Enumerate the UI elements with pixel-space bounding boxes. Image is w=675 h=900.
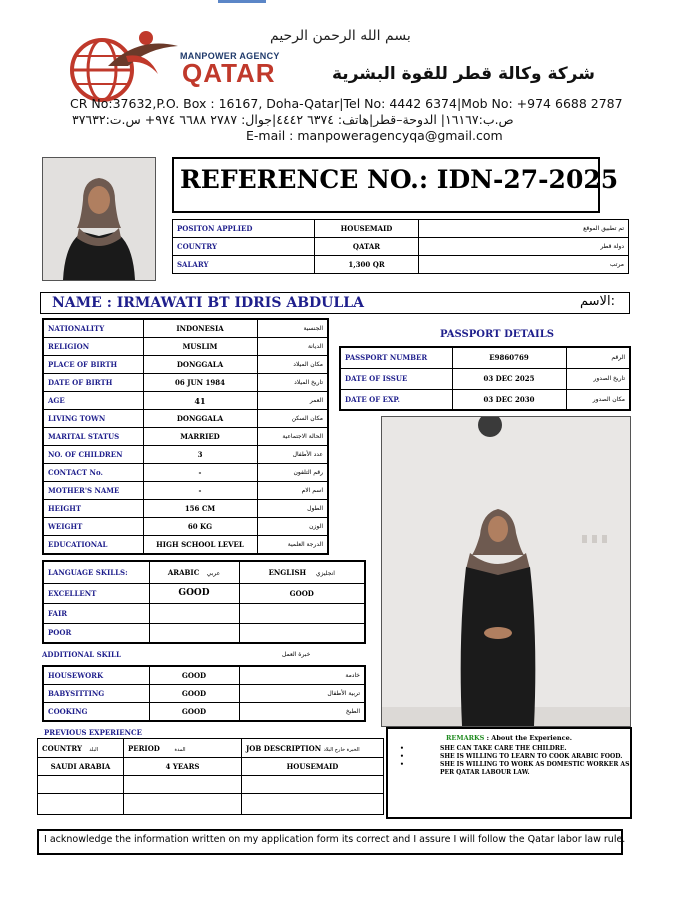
personal-value: MUSLIM bbox=[143, 338, 257, 356]
cooking-arabic: الطبخ bbox=[239, 703, 365, 722]
remarks-box bbox=[386, 727, 632, 819]
housework-value: GOOD bbox=[149, 666, 239, 685]
salary-arabic: مرتب bbox=[419, 256, 629, 274]
country-value: QATAR bbox=[315, 238, 419, 256]
personal-label: MOTHER'S NAME bbox=[43, 482, 143, 500]
personal-label: PLACE OF BIRTH bbox=[43, 356, 143, 374]
top-accent-line bbox=[218, 0, 266, 3]
table-row bbox=[43, 338, 328, 356]
arabic-poor-value bbox=[149, 623, 239, 643]
contact-arabic: ص.ب:١٦١٦٧| الدوحة–قطر|هاتف: ٦٣٧٤ ٤٤٤٢|جوال: ٢٧٨٧ ٦٦٨٨ ٩٧٤+ س.ت:٣٧٦٣٢ bbox=[72, 112, 514, 127]
table-row bbox=[173, 220, 629, 238]
experience-job bbox=[242, 776, 384, 794]
personal-arabic: الحالة الاجتماعية bbox=[257, 428, 328, 446]
applicant-name: NAME : IRMAWATI BT IDRIS ABDULLA bbox=[52, 295, 364, 311]
table-row bbox=[43, 428, 328, 446]
experience-job bbox=[242, 794, 384, 815]
table-row bbox=[340, 347, 630, 368]
table-row bbox=[43, 518, 328, 536]
housework-label: HOUSEWORK bbox=[43, 666, 149, 685]
personal-value: INDONESIA bbox=[143, 319, 257, 338]
previous-experience-title: PREVIOUS EXPERIENCE bbox=[44, 728, 142, 737]
personal-value: 41 bbox=[143, 392, 257, 410]
table-row bbox=[38, 794, 384, 815]
personal-label: WEIGHT bbox=[43, 518, 143, 536]
position-arabic: تم تطبيق الموقع bbox=[419, 220, 629, 238]
issue-date-value: 03 DEC 2025 bbox=[452, 368, 566, 389]
personal-label: AGE bbox=[43, 392, 143, 410]
table-row bbox=[43, 536, 328, 555]
period-column-header bbox=[124, 739, 242, 758]
experience-period bbox=[124, 776, 242, 794]
passport-number-value: E9860769 bbox=[452, 347, 566, 368]
remarks-item-text: SHE IS WILLING TO WORK AS DOMESTIC WORKER AS PER QATAR LABOUR LAW. bbox=[440, 761, 630, 776]
fair-label: FAIR bbox=[43, 603, 149, 623]
babysitting-label: BABYSITTING bbox=[43, 685, 149, 703]
table-row bbox=[43, 482, 328, 500]
applicant-full-photo bbox=[381, 416, 631, 727]
personal-label: NATIONALITY bbox=[43, 319, 143, 338]
experience-country: SAUDI ARABIA bbox=[38, 758, 124, 776]
list-item: • SHE IS WILLING TO LEARN TO COOK ARABIC FOOD. bbox=[400, 753, 623, 760]
personal-arabic: تاريخ الميلاد bbox=[257, 374, 328, 392]
country-header-ar: البلد bbox=[89, 746, 98, 753]
poor-label: POOR bbox=[43, 623, 149, 643]
personal-value: DONGGALA bbox=[143, 410, 257, 428]
english-column-header bbox=[239, 561, 365, 583]
position-value: HOUSEMAID bbox=[315, 220, 419, 238]
country-header-en: COUNTRY bbox=[42, 743, 82, 753]
contact-email: E-mail : manpoweragencyqa@gmail.com bbox=[246, 128, 503, 143]
salary-label: SALARY bbox=[173, 256, 315, 274]
position-table bbox=[172, 219, 629, 274]
table-row bbox=[173, 238, 629, 256]
table-row bbox=[43, 374, 328, 392]
applicant-headshot bbox=[42, 157, 156, 281]
table-row bbox=[38, 758, 384, 776]
table-row bbox=[38, 776, 384, 794]
english-fair-value bbox=[239, 603, 365, 623]
job-header-ar: الخبرة خارج البلاد bbox=[323, 746, 360, 753]
table-row bbox=[43, 356, 328, 374]
remarks-subtitle: : About the Experience. bbox=[486, 734, 572, 742]
english-poor-value bbox=[239, 623, 365, 643]
personal-label: HEIGHT bbox=[43, 500, 143, 518]
period-header-en: PERIOD bbox=[128, 743, 160, 753]
table-row bbox=[43, 500, 328, 518]
position-label: POSITON APPLIED bbox=[173, 220, 315, 238]
remarks-header bbox=[388, 734, 630, 742]
reference-number: REFERENCE NO.: IDN-27-2025 bbox=[180, 165, 619, 194]
table-row bbox=[43, 685, 365, 703]
table-row bbox=[173, 256, 629, 274]
personal-value: 156 CM bbox=[143, 500, 257, 518]
salary-value: 1,300 QR bbox=[315, 256, 419, 274]
personal-label: MARITAL STATUS bbox=[43, 428, 143, 446]
table-row bbox=[43, 703, 365, 722]
experience-country bbox=[38, 794, 124, 815]
remarks-item-text: SHE IS WILLING TO LEARN TO COOK ARABIC FOOD. bbox=[440, 753, 623, 760]
personal-label: LIVING TOWN bbox=[43, 410, 143, 428]
arabic-header-ar: عربي bbox=[206, 569, 221, 577]
excellent-label: EXCELLENT bbox=[43, 583, 149, 603]
personal-arabic: عدد الأطفال bbox=[257, 446, 328, 464]
personal-value: HIGH SCHOOL LEVEL bbox=[143, 536, 257, 555]
housework-arabic: خادمة bbox=[239, 666, 365, 685]
language-skills-table bbox=[42, 560, 366, 644]
personal-arabic: الجنسية bbox=[257, 319, 328, 338]
experience-country bbox=[38, 776, 124, 794]
table-row bbox=[38, 739, 384, 758]
expiry-date-arabic: مكان الصدور bbox=[566, 389, 630, 410]
experience-table bbox=[37, 738, 384, 815]
arabic-fair-value bbox=[149, 603, 239, 623]
list-item: • SHE CAN TAKE CARE THE CHILDRE. bbox=[400, 745, 567, 752]
english-excellent-value: GOOD bbox=[239, 583, 365, 603]
experience-period bbox=[124, 794, 242, 815]
header-calligraphy: بسم الله الرحمن الرحيم bbox=[270, 28, 411, 44]
cooking-label: COOKING bbox=[43, 703, 149, 722]
personal-label: NO. OF CHILDREN bbox=[43, 446, 143, 464]
personal-arabic: مكان السكن bbox=[257, 410, 328, 428]
personal-label: RELIGION bbox=[43, 338, 143, 356]
table-row bbox=[43, 603, 365, 623]
passport-title: PASSPORT DETAILS bbox=[440, 329, 554, 340]
language-skills-label: LANGUAGE SKILLS: bbox=[43, 561, 149, 583]
country-label: COUNTRY bbox=[173, 238, 315, 256]
expiry-date-value: 03 DEC 2030 bbox=[452, 389, 566, 410]
arabic-column-header bbox=[149, 561, 239, 583]
table-row bbox=[340, 389, 630, 410]
table-row bbox=[43, 623, 365, 643]
company-name-arabic: شركة وكالة قطر للقوة البشرية bbox=[332, 64, 595, 84]
personal-arabic: الديانة bbox=[257, 338, 328, 356]
country-arabic: دولة قطر bbox=[419, 238, 629, 256]
additional-skill-title-arabic: خبرة العمل bbox=[282, 651, 311, 658]
contact-english: CR No:37632,P.O. Box : 16167, Doha-Qatar|Tel No: 4442 6374|Mob No: +974 6688 2787 bbox=[70, 96, 623, 111]
company-name: MANPOWER AGENCY bbox=[180, 51, 280, 61]
remarks-item-text: SHE CAN TAKE CARE THE CHILDRE. bbox=[440, 745, 567, 752]
remarks-list bbox=[388, 745, 630, 777]
personal-arabic: الوزن bbox=[257, 518, 328, 536]
additional-skill-table bbox=[42, 665, 366, 722]
personal-value: - bbox=[143, 464, 257, 482]
passport-number-arabic: الرقم bbox=[566, 347, 630, 368]
additional-skill-title: ADDITIONAL SKILL bbox=[42, 650, 121, 659]
babysitting-value: GOOD bbox=[149, 685, 239, 703]
table-row bbox=[43, 446, 328, 464]
table-row bbox=[43, 464, 328, 482]
issue-date-arabic: تاريخ الصدور bbox=[566, 368, 630, 389]
table-row bbox=[43, 392, 328, 410]
cooking-value: GOOD bbox=[149, 703, 239, 722]
personal-value: DONGGALA bbox=[143, 356, 257, 374]
babysitting-arabic: تربية الأطفال bbox=[239, 685, 365, 703]
personal-label: EDUCATIONAL bbox=[43, 536, 143, 555]
personal-value: 60 KG bbox=[143, 518, 257, 536]
table-row bbox=[43, 319, 328, 338]
english-header-ar: انجليزي bbox=[315, 569, 335, 577]
arabic-header-en: ARABIC bbox=[167, 567, 200, 577]
personal-arabic: الدرجة العلمية bbox=[257, 536, 328, 555]
english-header-en: ENGLISH bbox=[268, 567, 307, 577]
personal-arabic: الطول bbox=[257, 500, 328, 518]
personal-value: 06 JUN 1984 bbox=[143, 374, 257, 392]
job-column-header bbox=[242, 739, 384, 758]
brand-name: QATAR bbox=[182, 58, 276, 88]
personal-value: MARRIED bbox=[143, 428, 257, 446]
experience-period: 4 YEARS bbox=[124, 758, 242, 776]
list-item: • SHE IS WILLING TO WORK AS DOMESTIC WORKER AS PER QATAR LABOUR LAW. bbox=[400, 761, 630, 776]
country-column-header bbox=[38, 739, 124, 758]
expiry-date-label: DATE OF EXP. bbox=[340, 389, 452, 410]
personal-label: DATE OF BIRTH bbox=[43, 374, 143, 392]
table-row bbox=[43, 410, 328, 428]
remarks-title: REMARKS bbox=[446, 734, 485, 742]
personal-value: 3 bbox=[143, 446, 257, 464]
personal-label: CONTACT No. bbox=[43, 464, 143, 482]
table-row bbox=[43, 561, 365, 583]
table-row bbox=[43, 583, 365, 603]
personal-details-table bbox=[42, 318, 329, 555]
passport-number-label: PASSPORT NUMBER bbox=[340, 347, 452, 368]
personal-arabic: مكان الميلاد bbox=[257, 356, 328, 374]
table-row bbox=[340, 368, 630, 389]
table-row bbox=[43, 666, 365, 685]
company-logo-icon bbox=[68, 26, 180, 104]
issue-date-label: DATE OF ISSUE bbox=[340, 368, 452, 389]
arabic-excellent-value: GOOD bbox=[149, 583, 239, 603]
personal-value: - bbox=[143, 482, 257, 500]
acknowledgement-text: I acknowledge the information written on my application form its correct and I assure I will follow the Qatar labor law rule. bbox=[44, 834, 626, 845]
personal-arabic: اسم الام bbox=[257, 482, 328, 500]
personal-arabic: رقم التلفون bbox=[257, 464, 328, 482]
name-arabic-label: الاسم: bbox=[580, 294, 615, 309]
experience-job: HOUSEMAID bbox=[242, 758, 384, 776]
job-header-en: JOB DESCRIPTION bbox=[246, 743, 322, 753]
passport-table bbox=[339, 346, 631, 411]
period-header-ar: المدة bbox=[174, 746, 186, 753]
personal-arabic: العمر bbox=[257, 392, 328, 410]
